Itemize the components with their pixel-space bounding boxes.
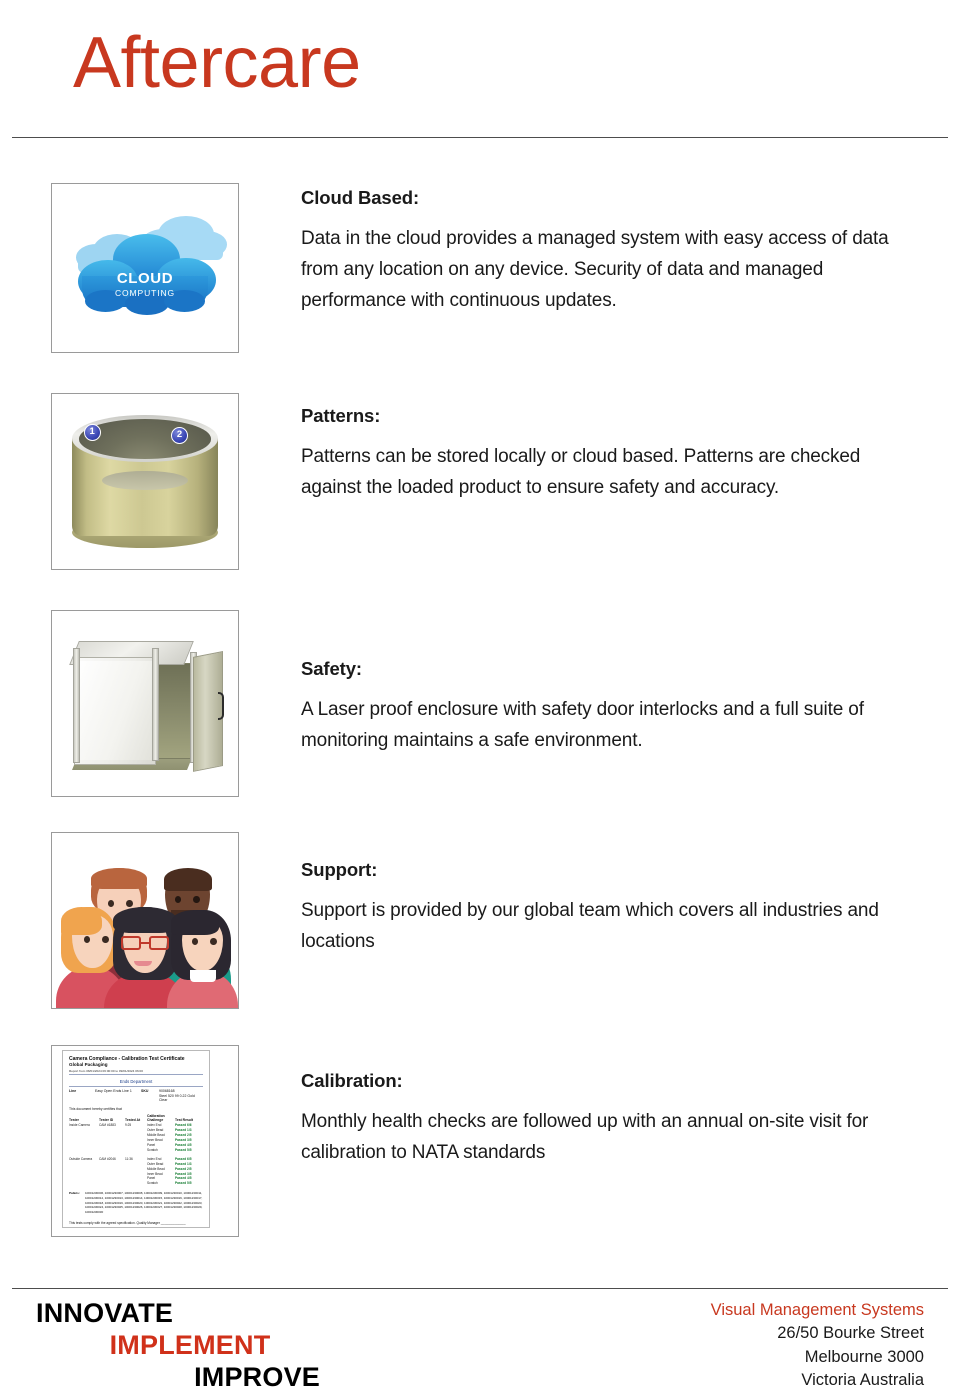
cloud-label-line2: COMPUTING (114, 288, 176, 299)
certificate-sheet (62, 1050, 210, 1228)
col-tester-id: Tester ID (99, 1118, 114, 1123)
certificate-sku-desc: Steel 520 99 0.22 Gold Clear (159, 1093, 195, 1103)
enclosure-front-panel (74, 657, 156, 764)
cloud-computing-thumbnail (51, 183, 239, 353)
cell-challenge: Middle Bead (147, 1133, 165, 1138)
laser-enclosure-photo (52, 611, 238, 796)
cell-result: Passed 6/5 (175, 1156, 192, 1161)
certificate-line-row (69, 1089, 203, 1103)
certificate-results-table (69, 1114, 203, 1186)
certificate-divider-top (69, 1074, 203, 1075)
certificate-report-range: Report from 08/01/2024 06:00:00 to 09/01/2024 06:00 (69, 1068, 143, 1073)
section-safety (0, 610, 960, 803)
support-team-thumbnail (51, 832, 239, 1009)
footer-divider (12, 1288, 948, 1289)
person-back-right-hair (164, 868, 212, 891)
cell-tester: Outside Camera (69, 1156, 93, 1161)
section-cloud-based (0, 180, 960, 360)
cloud-computing-illustration (52, 184, 238, 352)
certificate-pallets-row (69, 1191, 203, 1214)
address-city: Melbourne 3000 (804, 1347, 924, 1366)
slogan-improve: IMPROVE (194, 1361, 320, 1392)
table-row (69, 1153, 203, 1161)
patterns-heading: Patterns: (301, 405, 381, 426)
cell-challenge: Scratch (147, 1181, 158, 1186)
enclosure-post-left (73, 648, 80, 763)
cell-result: Passed 6/6 (175, 1123, 192, 1128)
calibration-text-column (301, 1070, 901, 1169)
cell-result: Passed 1/3 (175, 1128, 192, 1133)
cell-result: Passed 3/5 (175, 1171, 192, 1176)
cell-challenge: Outer Bead (147, 1161, 164, 1166)
address-state: Victoria Australia (801, 1371, 924, 1390)
person-front-right-fringe (171, 910, 219, 935)
cell-result: Passed 5/5 (175, 1148, 192, 1153)
certificate-table-header-row (69, 1114, 203, 1124)
support-body: Support is provided by our global team which covers all industries and locations (301, 900, 879, 952)
slogan-implement: IMPLEMENT (109, 1329, 271, 1360)
calibration-body: Monthly health checks are followed up with an annual on-site visit for calibration to NATA standards (301, 1111, 869, 1163)
glasses-bridge (141, 942, 148, 944)
calibration-certificate-document (52, 1046, 238, 1236)
calibration-certificate-thumbnail (51, 1045, 239, 1237)
cell-challenge: Panel (147, 1176, 156, 1181)
support-team-illustration (52, 833, 238, 1008)
cloud-based-text-column (301, 187, 901, 316)
support-text-column (301, 859, 901, 958)
table-row (69, 1181, 203, 1186)
certificate-subtitle: Global Packaging (69, 1062, 108, 1068)
cell-tester-id: CAM #1883 (99, 1123, 116, 1128)
cell-result: Passed 4/5 (175, 1176, 192, 1181)
col-calibration-challenge: Calibration Challenge (147, 1113, 165, 1123)
cell-challenge: Inner Bead (147, 1138, 163, 1143)
company-slogan (18, 1298, 348, 1394)
header-divider (12, 137, 948, 138)
cell-tested-at: 9:25 (125, 1123, 132, 1128)
slogan-innovate: INNOVATE (36, 1298, 174, 1328)
person-front-center-fringe (113, 907, 176, 933)
certificate-sku-value: 90068168 (159, 1088, 175, 1093)
certificate-pallets-label: Pallets: (69, 1191, 80, 1196)
safety-enclosure-thumbnail (51, 610, 239, 797)
col-tester: Tester (69, 1118, 79, 1123)
cell-result: Passed 1/3 (175, 1161, 192, 1166)
pattern-marker-2: 2 (171, 427, 188, 444)
can-interior (79, 419, 211, 458)
cell-challenge: Middle Bead (147, 1166, 165, 1171)
cell-tester-id: CAM #2046 (99, 1156, 116, 1161)
cell-result: Passed 5/5 (175, 1181, 192, 1186)
page-title: Aftercare (73, 23, 361, 103)
certificate-divider-dept (69, 1086, 203, 1087)
cell-challenge: Scratch (147, 1148, 158, 1153)
certificate-certifies-text: This document hereby certifies that (69, 1106, 122, 1111)
cell-tester: Inside Camera (69, 1123, 90, 1128)
cloud-based-heading: Cloud Based: (301, 187, 420, 208)
cell-challenge: Inner Bead (147, 1171, 163, 1176)
section-patterns (0, 393, 960, 576)
page-header (0, 0, 960, 140)
cell-result: Passed 4/5 (175, 1143, 192, 1148)
person-front-left-fringe (61, 907, 102, 935)
cloud-label-line1: CLOUD (116, 270, 174, 288)
company-address-block (711, 1299, 924, 1393)
patterns-text-column (301, 405, 901, 504)
cell-challenge: Index End (147, 1123, 162, 1128)
patterns-body: Patterns can be stored locally or cloud based. Patterns are checked against the loaded product to ensure safety and accuracy. (301, 446, 861, 498)
cell-challenge: Index End (147, 1156, 162, 1161)
certificate-department: Ends Department (119, 1078, 153, 1084)
enclosure-door-handle (218, 692, 224, 720)
cell-challenge: Panel (147, 1143, 156, 1148)
page-footer (0, 1288, 960, 1392)
certificate-line-label: Line (69, 1088, 77, 1093)
cloud-based-body: Data in the cloud provides a managed system with easy access of data from any location on any device. Security of data and managed performance with continuous updates. (301, 228, 889, 311)
glasses-right-lens (149, 936, 169, 950)
cell-result: Passed 3/5 (175, 1138, 192, 1143)
pattern-marker-1: 1 (84, 424, 101, 441)
metal-can-photo (52, 394, 238, 569)
safety-heading: Safety: (301, 658, 362, 679)
certificate-title: Camera Compliance - Calibration Test Certificate (69, 1056, 185, 1062)
calibration-heading: Calibration: (301, 1070, 403, 1091)
support-heading: Support: (301, 859, 378, 880)
can-inner-floor (102, 471, 188, 490)
certificate-footer-note: This tests comply with the agreed specification. Quality Manager ______________ (69, 1221, 186, 1226)
section-support (0, 832, 960, 1015)
cell-challenge: Outer Bead (147, 1128, 164, 1133)
company-name: Visual Management Systems (710, 1301, 924, 1319)
cell-tested-at: 11:36 (125, 1156, 133, 1161)
certificate-pallets-numbers: 10001230006, 10001230007, 10001230008, 10001230009, 10001230010, 10001230011, 10001230012, 10001230013, 10001230014, 10001230015, 10001230016, 10001230017, 10001230018, 10001230019, 10001230020, 10001230021, 10001230022, 10001230023, 10001230024, 10001230025, 10001230026, 10001230027, 10001230028, 10001230029, 10001230030 (85, 1191, 203, 1214)
glasses-left-lens (121, 936, 141, 950)
col-tested-at: Tested At (125, 1118, 141, 1123)
address-street: 26/50 Bourke Street (777, 1324, 924, 1343)
enclosure-post-mid (152, 648, 159, 761)
cell-result: Passed 2/5 (175, 1133, 192, 1138)
col-test-result: Test Result (175, 1118, 194, 1123)
cell-result: Passed 2/5 (175, 1166, 192, 1171)
person-back-left-fringe (91, 868, 147, 889)
certificate-sku-label: SKU (141, 1088, 149, 1093)
enclosure-panel-inner (78, 661, 152, 760)
safety-text-column (301, 658, 901, 757)
section-calibration (0, 1045, 960, 1245)
safety-body: A Laser proof enclosure with safety door interlocks and a full suite of monitoring maintains a safe environment. (301, 699, 864, 751)
pattern-can-thumbnail (51, 393, 239, 570)
certificate-line-value: Easy Open Ends Line 1 (95, 1088, 132, 1093)
